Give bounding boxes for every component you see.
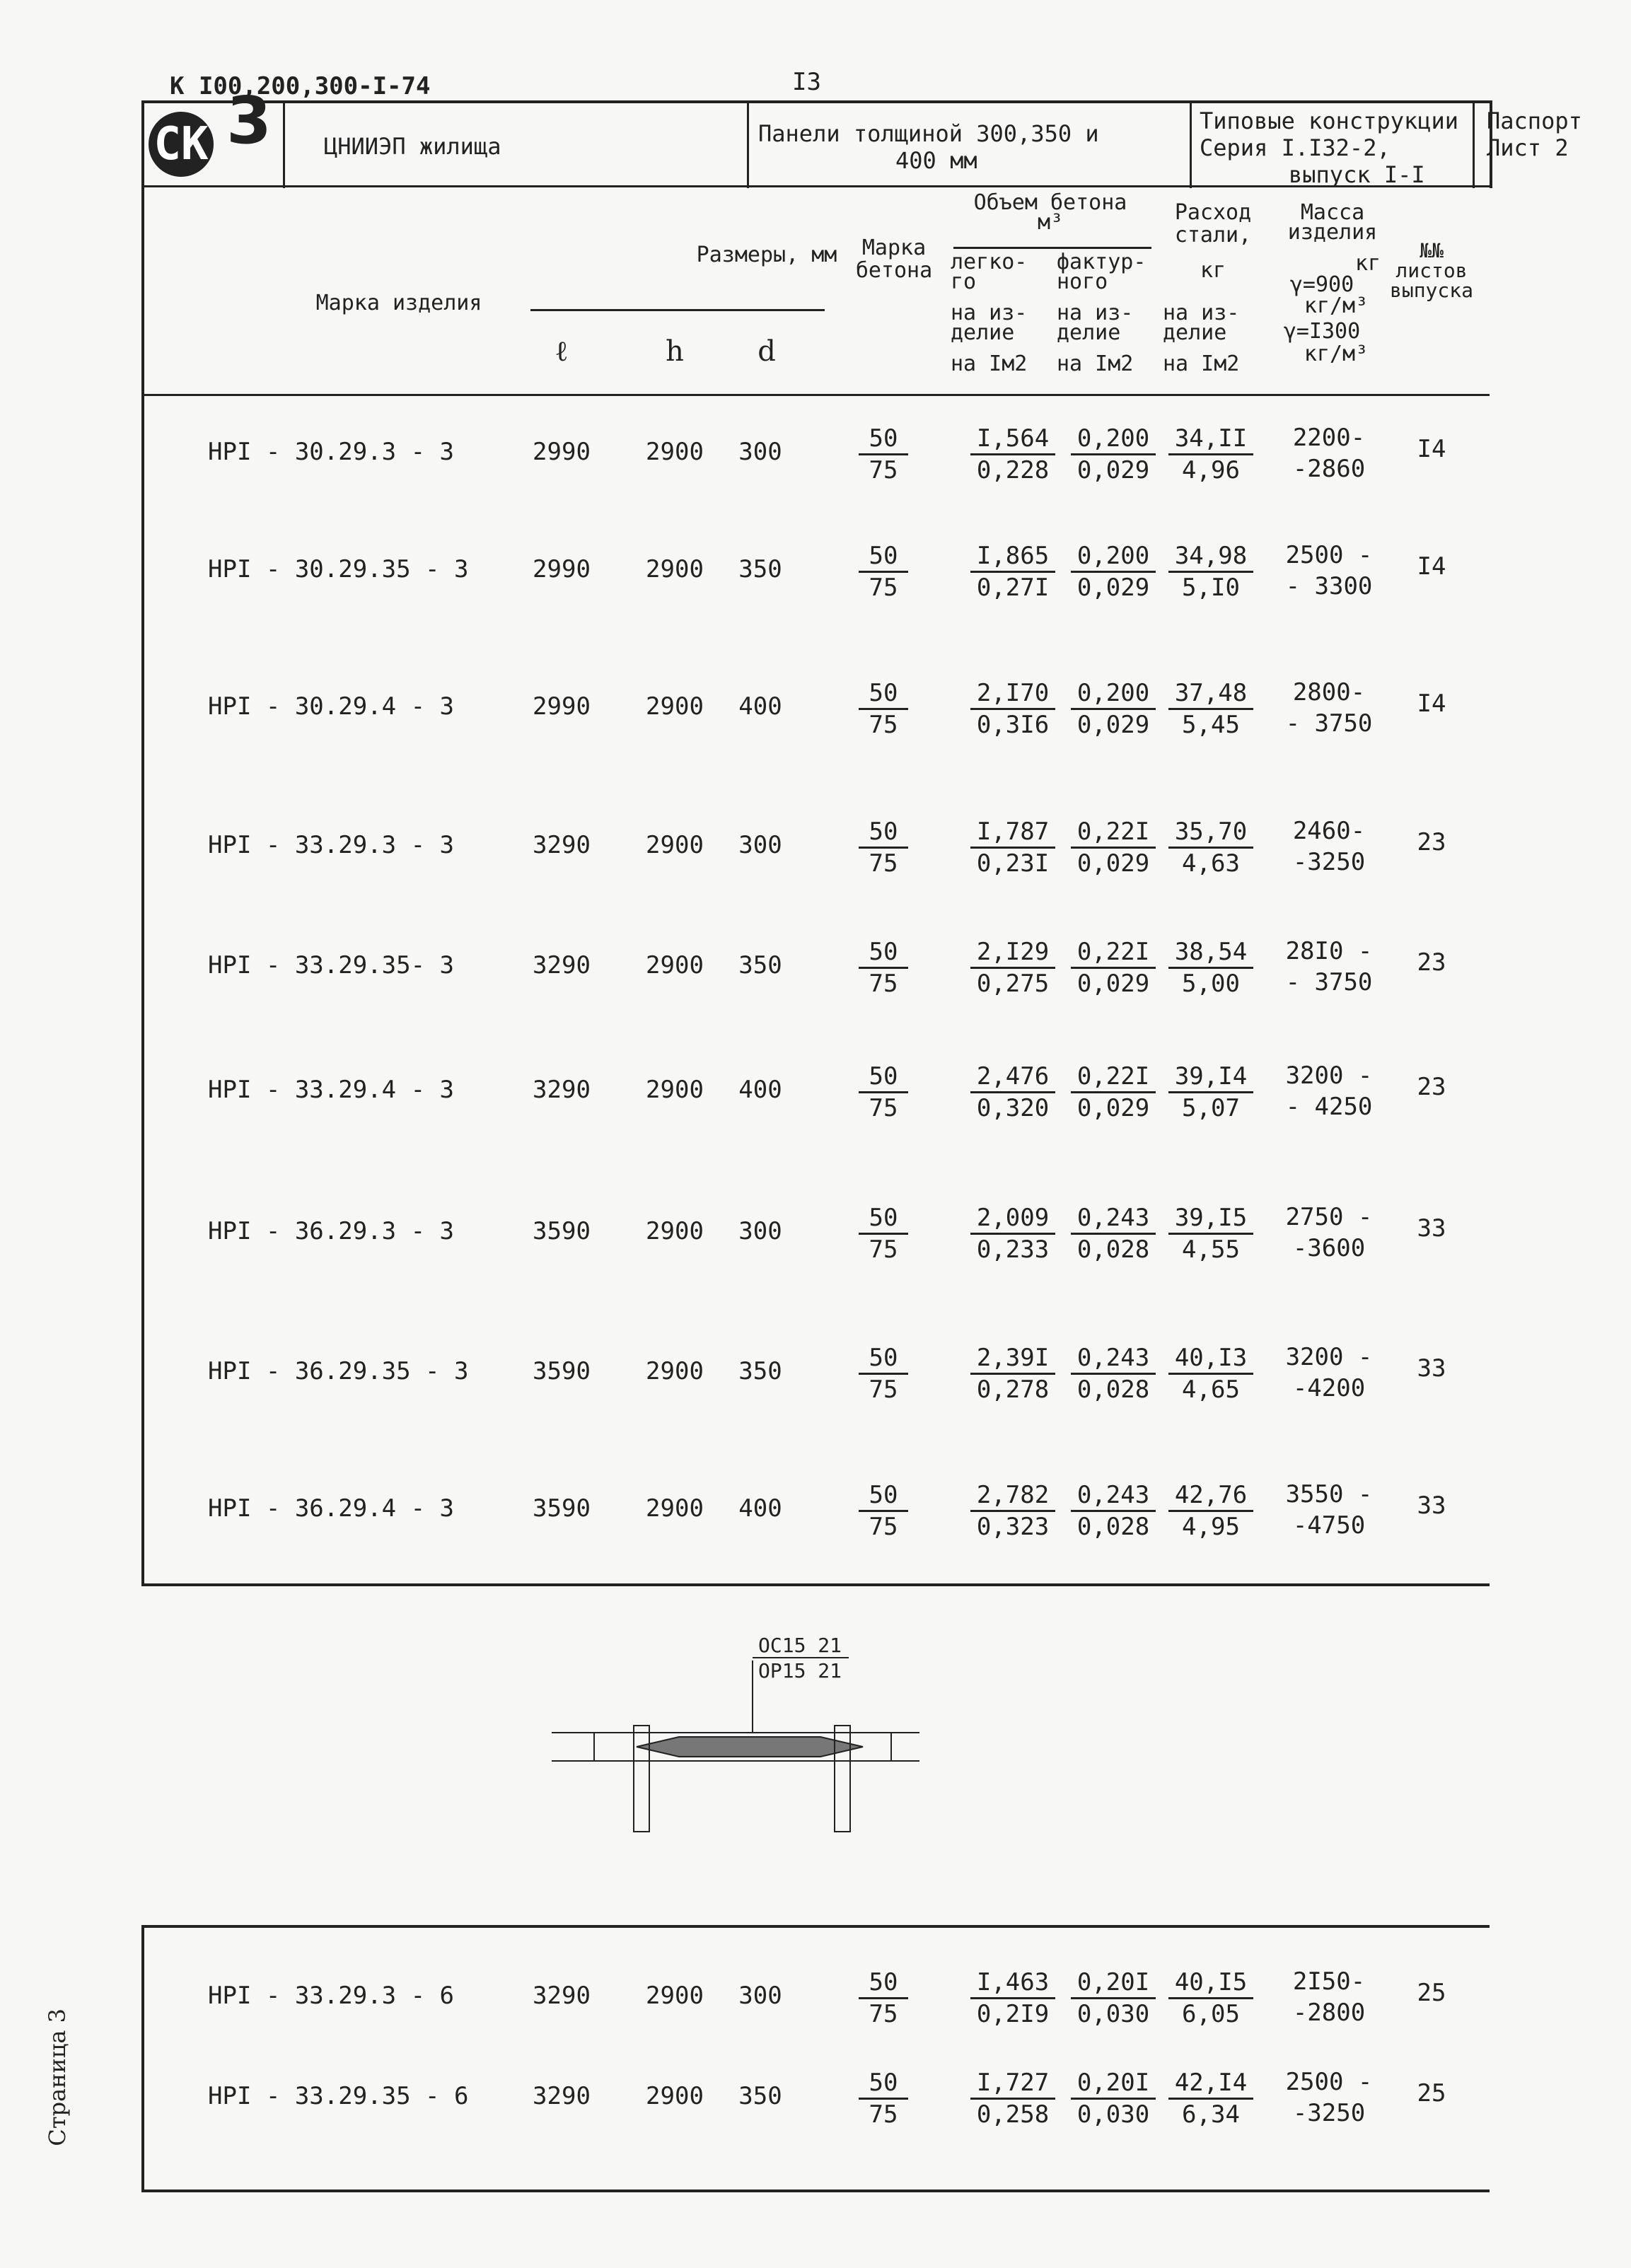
- row-mass-bottom: -4750: [1292, 1511, 1366, 1540]
- row-product-mark: НРI - 30.29.35 - 3: [208, 555, 469, 583]
- row-concrete-grade: [859, 937, 908, 999]
- row-dim-d: 300: [738, 1217, 782, 1245]
- header-mass-4: γ=900: [1289, 272, 1354, 297]
- header-per-item-4: делие: [1057, 320, 1121, 345]
- row-dim-d: 300: [738, 831, 782, 859]
- main-table: [141, 185, 1490, 1586]
- panel-title-line1: Панели толщиной 300,350 и: [758, 120, 1099, 147]
- header-mass-6: γ=I300: [1283, 319, 1361, 344]
- row-light-volume-bottom: 0,228: [976, 456, 1050, 484]
- row-steel-bottom: 6,05: [1182, 2000, 1240, 2028]
- header-concrete-grade-2: бетона: [855, 258, 933, 283]
- row-concrete-grade-bottom: 75: [869, 1094, 898, 1122]
- row-dim-l: 3590: [533, 1357, 591, 1385]
- row-dim-d: 350: [738, 2082, 782, 2110]
- row-dim-h: 2900: [646, 1217, 704, 1245]
- row-product-mark: НРI - 33.29.4 - 3: [208, 1076, 454, 1104]
- row-steel-top: 39,I5: [1168, 1203, 1253, 1235]
- row-dim-l: 3590: [533, 1494, 591, 1523]
- header-steel-1: Расход: [1174, 200, 1252, 225]
- row-mass-top: 2I50-: [1292, 1967, 1366, 1996]
- header-steel-6: на Iм2: [1163, 351, 1240, 376]
- row-concrete-grade: [859, 817, 908, 878]
- row-mass-top: 2750 -: [1285, 1203, 1373, 1231]
- row-facing-volume-bottom: 0,029: [1076, 574, 1150, 602]
- row-facing-volume: [1071, 1480, 1156, 1542]
- row-sheet-number: I4: [1417, 552, 1446, 581]
- drawing-label-bot: ОР15 21: [758, 1659, 842, 1682]
- row-light-volume-top: I,727: [970, 2068, 1055, 2100]
- row-steel: [1168, 678, 1253, 740]
- row-facing-volume: [1071, 678, 1156, 740]
- series-line3: выпуск I-I: [1289, 161, 1425, 188]
- row-product-mark: НРI - 30.29.4 - 3: [208, 692, 454, 721]
- row-facing-volume-bottom: 0,030: [1076, 2100, 1150, 2129]
- row-product-mark: НРI - 33.29.35 - 6: [208, 2082, 469, 2110]
- row-dim-d: 350: [738, 555, 782, 583]
- row-light-volume: [970, 1343, 1055, 1405]
- row-concrete-grade: [859, 2068, 908, 2129]
- row-concrete-grade-top: 50: [859, 1203, 908, 1235]
- row-light-volume: [970, 817, 1055, 878]
- passport-line1: Паспорт: [1487, 107, 1582, 134]
- volume-underline: [953, 247, 1151, 249]
- row-facing-volume-top: 0,243: [1071, 1343, 1156, 1375]
- series-line2: Серия I.I32-2,: [1200, 134, 1391, 161]
- row-light-volume: [970, 1062, 1055, 1123]
- row-product-mark: НРI - 36.29.4 - 3: [208, 1494, 454, 1523]
- row-sheet-number: 23: [1417, 828, 1446, 856]
- row-concrete-grade: [859, 541, 908, 603]
- panel-title-cell: [747, 103, 1192, 188]
- row-light-volume: [970, 541, 1055, 603]
- row-mass: [1269, 1966, 1389, 2028]
- header-product-mark: Марка изделия: [315, 291, 482, 315]
- row-light-volume-bottom: 0,2I9: [976, 2000, 1050, 2028]
- row-concrete-grade-bottom: 75: [869, 2000, 898, 2028]
- row-steel-bottom: 5,07: [1182, 1094, 1240, 1122]
- row-concrete-grade-top: 50: [859, 2068, 908, 2100]
- row-steel-top: 34,II: [1168, 424, 1253, 455]
- joint-drawing: [538, 1627, 934, 1846]
- row-concrete-grade: [859, 424, 908, 485]
- row-product-mark: НРI - 36.29.3 - 3: [208, 1217, 454, 1245]
- row-sheet-number: 33: [1417, 1491, 1446, 1520]
- row-dim-l: 3290: [533, 951, 591, 979]
- row-sheet-number: 25: [1417, 1979, 1446, 2007]
- page-number: I3: [792, 68, 821, 96]
- row-steel: [1168, 817, 1253, 878]
- row-steel-top: 37,48: [1168, 678, 1253, 710]
- row-light-volume-bottom: 0,27I: [976, 574, 1050, 602]
- row-facing-volume-bottom: 0,028: [1076, 1235, 1150, 1264]
- row-light-volume: [970, 1203, 1055, 1264]
- header-concrete-volume-2: м³: [1037, 210, 1064, 235]
- row-light-volume: [970, 1480, 1055, 1542]
- bottom-table: [141, 1925, 1490, 2192]
- row-sheet-number: 23: [1417, 1073, 1446, 1101]
- row-sheet-number: 33: [1417, 1354, 1446, 1383]
- row-light-volume-top: I,787: [970, 817, 1055, 849]
- row-mass-top: 2500 -: [1285, 541, 1373, 569]
- row-light-volume-top: 2,476: [970, 1062, 1055, 1093]
- logo-number: 3: [226, 83, 272, 158]
- row-dim-l: 2990: [533, 692, 591, 721]
- header-divider: [144, 394, 1490, 396]
- header-sheets-1: №№: [1420, 239, 1444, 262]
- header-light-2: го: [951, 269, 977, 294]
- logo: [144, 83, 285, 188]
- row-facing-volume-top: 0,243: [1071, 1480, 1156, 1512]
- header-mass-5: кг/м³: [1304, 293, 1369, 318]
- row-concrete-grade: [859, 1062, 908, 1123]
- row-steel: [1168, 2068, 1253, 2129]
- row-steel-top: 42,I4: [1168, 2068, 1253, 2100]
- row-dim-d: 300: [738, 1982, 782, 2010]
- row-product-mark: НРI - 30.29.3 - 3: [208, 438, 454, 466]
- row-steel-bottom: 4,55: [1182, 1235, 1240, 1264]
- row-steel-bottom: 4,95: [1182, 1513, 1240, 1541]
- panel-title-line2: 400 мм: [895, 147, 977, 174]
- document-code: К I00,200,300-I-74: [170, 72, 431, 100]
- row-steel-top: 40,I3: [1168, 1343, 1253, 1375]
- row-concrete-grade-top: 50: [859, 424, 908, 455]
- row-dim-d: 400: [738, 1076, 782, 1104]
- row-concrete-grade-bottom: 75: [869, 1513, 898, 1541]
- row-dim-h: 2900: [646, 1494, 704, 1523]
- row-dim-d: 300: [738, 438, 782, 466]
- row-sheet-number: I4: [1417, 435, 1446, 463]
- row-steel-bottom: 6,34: [1182, 2100, 1240, 2129]
- header-steel-5: делие: [1163, 320, 1227, 345]
- row-steel-bottom: 5,45: [1182, 711, 1240, 739]
- header-mass-7: кг/м³: [1304, 342, 1369, 366]
- joint-diagram: [538, 1627, 934, 1846]
- row-light-volume-bottom: 0,320: [976, 1094, 1050, 1122]
- header-dimensions: Размеры, мм: [696, 243, 837, 267]
- row-facing-volume-top: 0,20I: [1071, 1967, 1156, 1999]
- row-facing-volume-bottom: 0,029: [1076, 711, 1150, 739]
- row-dim-h: 2900: [646, 555, 704, 583]
- row-concrete-grade-bottom: 75: [869, 970, 898, 998]
- row-concrete-grade-top: 50: [859, 1967, 908, 1999]
- header-steel-4: на из-: [1163, 301, 1240, 325]
- drawing-label-top: ОС15 21: [758, 1634, 842, 1657]
- row-steel-top: 35,70: [1168, 817, 1253, 849]
- row-light-volume: [970, 1967, 1055, 2029]
- row-facing-volume: [1071, 1203, 1156, 1264]
- organization-name: ЦНИИЭП жилища: [324, 133, 501, 160]
- row-mass-top: 2800-: [1292, 678, 1366, 706]
- row-mass: [1269, 936, 1389, 998]
- row-dim-d: 350: [738, 1357, 782, 1385]
- row-concrete-grade-top: 50: [859, 937, 908, 969]
- header-dim-d: d: [758, 335, 776, 368]
- header-sheets-2: листов: [1395, 259, 1468, 282]
- row-steel-top: 38,54: [1168, 937, 1253, 969]
- header-light-1: легко-: [951, 250, 1028, 274]
- row-mass-top: 28I0 -: [1285, 937, 1373, 965]
- header-sheets-3: выпуска: [1389, 279, 1473, 302]
- row-dim-l: 3290: [533, 1076, 591, 1104]
- row-steel-bottom: 5,00: [1182, 970, 1240, 998]
- row-product-mark: НРI - 33.29.3 - 3: [208, 831, 454, 859]
- passport-cell: [1473, 103, 1631, 188]
- row-mass-top: 3200 -: [1285, 1343, 1373, 1371]
- row-concrete-grade-bottom: 75: [869, 849, 898, 878]
- row-mass-bottom: - 3750: [1285, 968, 1373, 996]
- row-light-volume: [970, 2068, 1055, 2129]
- row-mass-top: 2500 -: [1285, 2068, 1373, 2096]
- header-mass-2: изделия: [1287, 220, 1378, 245]
- row-light-volume-top: 2,I29: [970, 937, 1055, 969]
- row-facing-volume-bottom: 0,029: [1076, 1094, 1150, 1122]
- row-concrete-grade-top: 50: [859, 817, 908, 849]
- row-concrete-grade-bottom: 75: [869, 711, 898, 739]
- row-facing-volume-bottom: 0,029: [1076, 849, 1150, 878]
- row-concrete-grade-top: 50: [859, 678, 908, 710]
- row-sheet-number: I4: [1417, 690, 1446, 718]
- organization-cell: [283, 103, 749, 188]
- row-light-volume-bottom: 0,23I: [976, 849, 1050, 878]
- row-light-volume-top: I,463: [970, 1967, 1055, 1999]
- row-mass-bottom: - 4250: [1285, 1093, 1373, 1121]
- row-product-mark: НРI - 33.29.3 - 6: [208, 1982, 454, 2010]
- row-concrete-grade: [859, 1343, 908, 1405]
- logo-circle: СК: [149, 112, 214, 177]
- row-light-volume-bottom: 0,258: [976, 2100, 1050, 2129]
- row-dim-l: 3290: [533, 2082, 591, 2110]
- header-per-item-3: на из-: [1057, 301, 1134, 325]
- row-concrete-grade-bottom: 75: [869, 574, 898, 602]
- row-mass: [1269, 422, 1389, 484]
- row-dim-d: 400: [738, 692, 782, 721]
- row-facing-volume: [1071, 1062, 1156, 1123]
- row-steel: [1168, 1062, 1253, 1123]
- row-dim-h: 2900: [646, 2082, 704, 2110]
- row-mass-top: 2200-: [1292, 424, 1366, 452]
- row-steel-top: 34,98: [1168, 541, 1253, 573]
- row-concrete-grade-top: 50: [859, 1062, 908, 1093]
- row-dim-h: 2900: [646, 438, 704, 466]
- row-facing-volume-top: 0,22I: [1071, 937, 1156, 969]
- row-facing-volume-bottom: 0,029: [1076, 970, 1150, 998]
- header-facing-2: ного: [1057, 269, 1108, 294]
- header-dim-l: ℓ: [555, 335, 569, 368]
- row-dim-l: 3290: [533, 1982, 591, 2010]
- row-facing-volume-top: 0,22I: [1071, 817, 1156, 849]
- row-dim-h: 2900: [646, 692, 704, 721]
- row-light-volume: [970, 937, 1055, 999]
- row-steel: [1168, 424, 1253, 485]
- row-light-volume-top: 2,782: [970, 1480, 1055, 1512]
- row-facing-volume-top: 0,200: [1071, 541, 1156, 573]
- row-dim-l: 3290: [533, 831, 591, 859]
- row-facing-volume-top: 0,243: [1071, 1203, 1156, 1235]
- header-mass-3: кг: [1354, 251, 1381, 276]
- row-concrete-grade-top: 50: [859, 1343, 908, 1375]
- row-facing-volume-bottom: 0,029: [1076, 456, 1150, 484]
- header-concrete-grade-1: Марка: [861, 235, 927, 260]
- row-product-mark: НРI - 36.29.35 - 3: [208, 1357, 469, 1385]
- row-steel-top: 39,I4: [1168, 1062, 1253, 1093]
- row-steel: [1168, 937, 1253, 999]
- row-steel: [1168, 1343, 1253, 1405]
- row-mass-top: 2460-: [1292, 817, 1366, 845]
- row-facing-volume: [1071, 817, 1156, 878]
- row-dim-h: 2900: [646, 1076, 704, 1104]
- row-facing-volume: [1071, 1967, 1156, 2029]
- row-dim-h: 2900: [646, 1982, 704, 2010]
- series-line1: Типовые конструкции: [1200, 107, 1459, 134]
- row-sheet-number: 23: [1417, 948, 1446, 977]
- header-per-item-1: на из-: [951, 301, 1028, 325]
- row-mass-bottom: -4200: [1292, 1374, 1366, 1402]
- row-concrete-grade: [859, 1203, 908, 1264]
- row-dim-l: 2990: [533, 555, 591, 583]
- header-steel-2: стали,: [1174, 223, 1252, 248]
- row-light-volume-bottom: 0,323: [976, 1513, 1050, 1541]
- row-facing-volume: [1071, 424, 1156, 485]
- row-light-volume: [970, 424, 1055, 485]
- row-dim-d: 350: [738, 951, 782, 979]
- row-facing-volume-bottom: 0,028: [1076, 1376, 1150, 1404]
- row-dim-h: 2900: [646, 831, 704, 859]
- row-mass-bottom: -2800: [1292, 1999, 1366, 2027]
- row-steel-bottom: 4,65: [1182, 1376, 1240, 1404]
- row-facing-volume-top: 0,200: [1071, 424, 1156, 455]
- row-facing-volume-bottom: 0,028: [1076, 1513, 1150, 1541]
- row-concrete-grade: [859, 1480, 908, 1542]
- row-steel-bottom: 5,I0: [1182, 574, 1240, 602]
- row-mass: [1269, 540, 1389, 602]
- row-mass-bottom: -3250: [1292, 848, 1366, 876]
- row-steel-bottom: 4,96: [1182, 456, 1240, 484]
- row-light-volume-bottom: 0,233: [976, 1235, 1050, 1264]
- row-light-volume-bottom: 0,275: [976, 970, 1050, 998]
- row-dim-l: 2990: [533, 438, 591, 466]
- header-dim-h: h: [666, 335, 684, 368]
- row-concrete-grade-bottom: 75: [869, 2100, 898, 2129]
- row-light-volume-top: 2,009: [970, 1203, 1055, 1235]
- row-sheet-number: 25: [1417, 2079, 1446, 2107]
- row-light-volume: [970, 678, 1055, 740]
- row-steel: [1168, 1480, 1253, 1542]
- row-light-volume-top: I,564: [970, 424, 1055, 455]
- row-dim-l: 3590: [533, 1217, 591, 1245]
- row-mass-bottom: -3250: [1292, 2099, 1366, 2127]
- row-concrete-grade: [859, 678, 908, 740]
- row-facing-volume-top: 0,200: [1071, 678, 1156, 710]
- row-dim-d: 400: [738, 1494, 782, 1523]
- passport-line2: Лист 2: [1487, 134, 1569, 161]
- row-facing-volume: [1071, 1343, 1156, 1405]
- header-per-m2-1: на Iм2: [951, 351, 1028, 376]
- row-mass-bottom: -3600: [1292, 1234, 1366, 1262]
- row-mass: [1269, 815, 1389, 878]
- row-mass-bottom: -2860: [1292, 455, 1366, 483]
- row-mass-bottom: - 3750: [1285, 709, 1373, 738]
- row-mass: [1269, 1342, 1389, 1404]
- row-steel-top: 40,I5: [1168, 1967, 1253, 1999]
- side-page-label: Страница 3: [44, 2008, 71, 2146]
- row-steel: [1168, 541, 1253, 603]
- row-mass: [1269, 677, 1389, 739]
- header-per-m2-2: на Iм2: [1057, 351, 1134, 376]
- row-mass-bottom: - 3300: [1285, 572, 1373, 600]
- row-mass: [1269, 1060, 1389, 1122]
- row-mass-top: 3550 -: [1285, 1480, 1373, 1508]
- row-facing-volume-top: 0,22I: [1071, 1062, 1156, 1093]
- row-dim-h: 2900: [646, 1357, 704, 1385]
- row-light-volume-top: 2,39I: [970, 1343, 1055, 1375]
- header-concrete-volume-1: Объем бетона: [973, 190, 1127, 215]
- row-steel: [1168, 1967, 1253, 2029]
- row-light-volume-bottom: 0,278: [976, 1376, 1050, 1404]
- header-per-item-2: делие: [951, 320, 1015, 345]
- row-concrete-grade-bottom: 75: [869, 1376, 898, 1404]
- row-facing-volume-top: 0,20I: [1071, 2068, 1156, 2100]
- row-steel-top: 42,76: [1168, 1480, 1253, 1512]
- row-mass-top: 3200 -: [1285, 1062, 1373, 1090]
- row-concrete-grade: [859, 1967, 908, 2029]
- row-steel: [1168, 1203, 1253, 1264]
- row-mass: [1269, 1202, 1389, 1264]
- row-light-volume-top: 2,I70: [970, 678, 1055, 710]
- row-steel-bottom: 4,63: [1182, 849, 1240, 878]
- header-steel-3: кг: [1200, 258, 1226, 283]
- row-facing-volume: [1071, 937, 1156, 999]
- row-concrete-grade-bottom: 75: [869, 456, 898, 484]
- row-facing-volume: [1071, 2068, 1156, 2129]
- row-facing-volume-bottom: 0,030: [1076, 2000, 1150, 2028]
- row-light-volume-top: I,865: [970, 541, 1055, 573]
- row-mass: [1269, 2066, 1389, 2129]
- header-mass-1: Масса: [1300, 200, 1365, 225]
- row-concrete-grade-top: 50: [859, 541, 908, 573]
- row-sheet-number: 33: [1417, 1214, 1446, 1243]
- row-mass: [1269, 1479, 1389, 1541]
- row-dim-h: 2900: [646, 951, 704, 979]
- row-facing-volume: [1071, 541, 1156, 603]
- header-facing-1: фактур-: [1057, 250, 1147, 274]
- row-product-mark: НРI - 33.29.35- 3: [208, 951, 454, 979]
- series-cell: [1190, 103, 1475, 188]
- dimensions-underline: [530, 309, 825, 311]
- row-concrete-grade-bottom: 75: [869, 1235, 898, 1264]
- row-concrete-grade-top: 50: [859, 1480, 908, 1512]
- row-light-volume-bottom: 0,3I6: [976, 711, 1050, 739]
